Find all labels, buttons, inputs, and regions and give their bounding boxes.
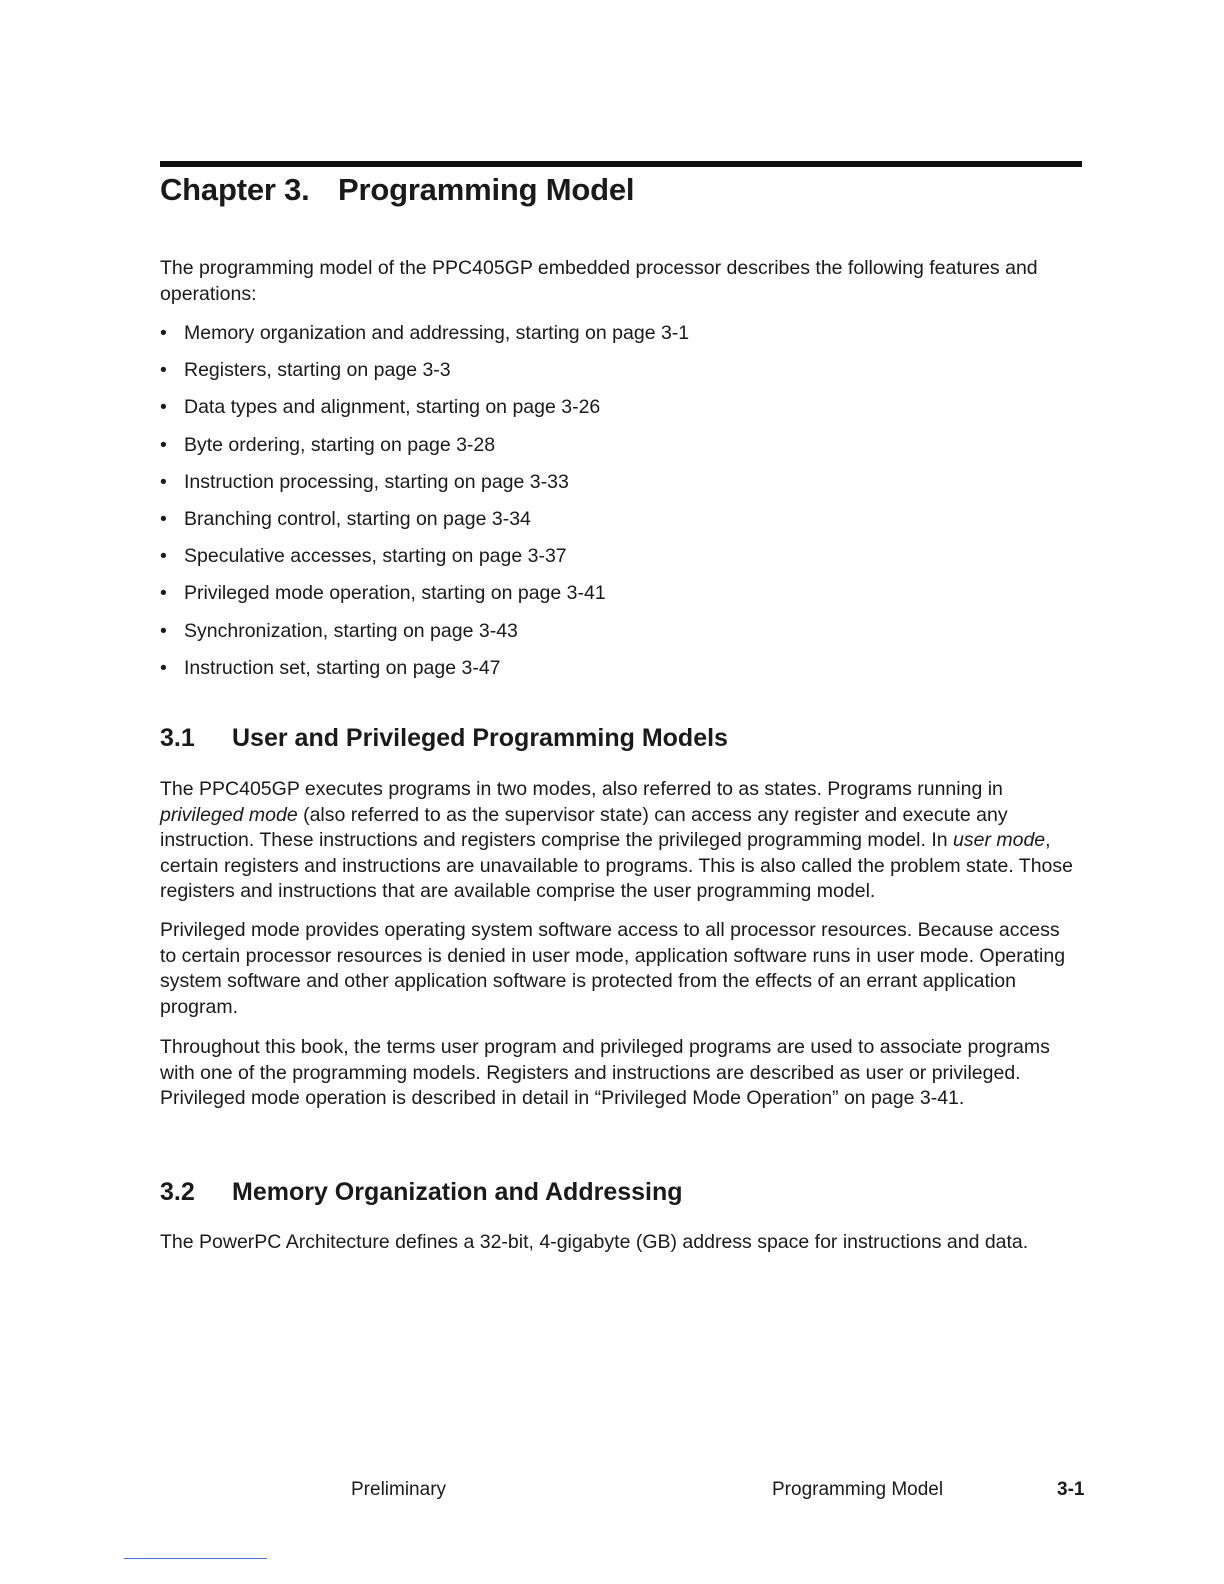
bullet-icon: • xyxy=(160,582,167,605)
list-item-text: Branching control, starting on page 3-34 xyxy=(184,507,531,530)
emphasis-privileged-mode: privileged mode xyxy=(160,803,298,826)
text-run: (also referred to as the supervisor state) can access any register and execute any instruction. These instructions and registers comprise the privileged programming model. In xyxy=(160,803,1008,851)
scan-artifact-line xyxy=(124,1558,267,1559)
emphasis-user-mode: user mode xyxy=(953,829,1046,851)
section-number: 3.1 xyxy=(160,724,195,752)
chapter-number: Chapter 3. xyxy=(160,172,310,207)
bullet-icon: • xyxy=(160,322,167,344)
list-item xyxy=(160,358,689,395)
bullet-icon: • xyxy=(160,619,167,642)
intro-paragraph: The programming model of the PPC405GP embedded processor describes the following features and operations: xyxy=(160,257,1038,305)
footer-status: Preliminary xyxy=(351,1479,447,1500)
list-item-text: Registers, starting on page 3-3 xyxy=(184,359,451,382)
list-item-text: Synchronization, starting on page 3-43 xyxy=(184,619,518,642)
list-item xyxy=(160,395,689,432)
section-3-1-paragraph-1 xyxy=(160,777,1080,905)
list-item-text: Speculative accesses, starting on page 3-37 xyxy=(184,545,567,568)
text-run: , certain registers and instructions are unavailable to programs. This is also called the problem state. Those registers and instructions that are available comprise the user programming model. xyxy=(160,829,1073,902)
section-heading-3-1 xyxy=(160,724,728,753)
bullet-icon: • xyxy=(160,656,167,679)
bullet-icon: • xyxy=(160,470,167,493)
bullet-icon: • xyxy=(160,359,167,382)
section-number: 3.2 xyxy=(160,1178,195,1206)
list-item-text: Privileged mode operation, starting on page 3-41 xyxy=(184,582,606,605)
section-title: Memory Organization and Addressing xyxy=(232,1178,683,1206)
page-number: 3-1 xyxy=(1057,1479,1085,1500)
list-item xyxy=(160,656,689,693)
list-item xyxy=(160,321,689,358)
section-heading-3-2 xyxy=(160,1178,683,1207)
section-title: User and Privileged Programming Models xyxy=(232,724,728,752)
chapter-rule xyxy=(160,161,1082,167)
bullet-icon: • xyxy=(160,545,167,568)
chapter-title xyxy=(160,172,634,208)
list-item-text: Data types and alignment, starting on page 3-26 xyxy=(184,396,601,419)
chapter-title-text: Programming Model xyxy=(338,172,635,207)
section-3-1-paragraph-2: Privileged mode provides operating system software access to all processor resources. Because access to certain processor resources is denied in user mode, application software runs in user mode. Operating system software and other application software is protected from the effects of an errant application program. xyxy=(160,919,1066,1018)
list-item xyxy=(160,619,689,656)
section-3-1-paragraph-3: Throughout this book, the terms user program and privileged programs are used to associate programs with one of the programming models. Registers and instructions are described as user or privileged. Privileged mode operation is described in detail in “Privileged Mode Operation” on page 3-41. xyxy=(160,1036,1050,1109)
list-item-text: Instruction processing, starting on page 3-33 xyxy=(184,470,569,493)
bullet-icon: • xyxy=(160,507,167,530)
list-item xyxy=(160,507,689,544)
section-3-2-paragraph-1: The PowerPC Architecture defines a 32-bit, 4-gigabyte (GB) address space for instructions and data. xyxy=(160,1231,1029,1253)
list-item xyxy=(160,433,689,470)
footer-chapter-name: Programming Model xyxy=(772,1479,944,1500)
feature-list xyxy=(160,321,689,693)
list-item xyxy=(160,470,689,507)
text-run: The PPC405GP executes programs in two modes, also referred to as states. Programs running in xyxy=(160,778,1003,800)
list-item-text: Instruction set, starting on page 3-47 xyxy=(184,656,501,679)
list-item xyxy=(160,544,689,581)
bullet-icon: • xyxy=(160,433,167,456)
list-item-text: Byte ordering, starting on page 3-28 xyxy=(184,433,496,456)
list-item xyxy=(160,581,689,618)
bullet-icon: • xyxy=(160,396,167,419)
list-item-text: Memory organization and addressing, starting on page 3-1 xyxy=(184,322,690,344)
